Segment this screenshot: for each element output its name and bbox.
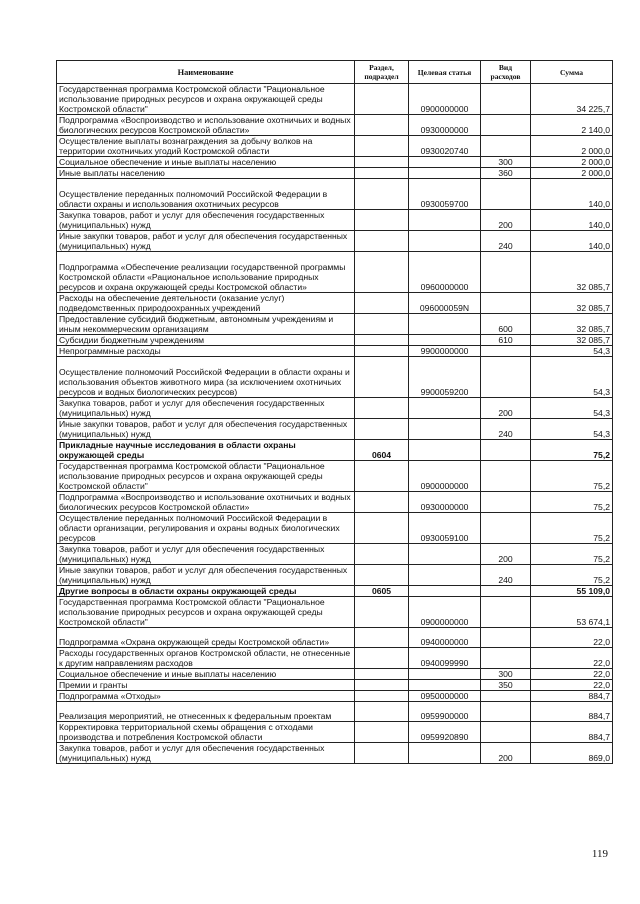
- row-section: [355, 743, 409, 764]
- table-row: [57, 231, 613, 252]
- row-section: [355, 492, 409, 513]
- row-sum: 34 225,7: [531, 84, 613, 115]
- row-sum: 869,0: [531, 743, 613, 764]
- row-section: [355, 398, 409, 419]
- row-name: Реализация мероприятий, не отнесенных к федеральным проектам: [57, 702, 355, 722]
- row-section: [355, 179, 409, 210]
- table-row: [57, 565, 613, 586]
- row-target: [409, 157, 481, 168]
- row-sum: 54,3: [531, 398, 613, 419]
- row-section: [355, 136, 409, 157]
- table-row: [57, 669, 613, 680]
- row-name: Социальное обеспечение и иные выплаты населению: [57, 157, 355, 168]
- row-name: Иные закупки товаров, работ и услуг для обеспечения государственных (муниципальных) нужд: [57, 565, 355, 586]
- row-sum: 140,0: [531, 179, 613, 210]
- table-header-row: [57, 61, 613, 84]
- row-sum: 140,0: [531, 210, 613, 231]
- table-row: [57, 136, 613, 157]
- row-sum: 884,7: [531, 702, 613, 722]
- row-vid: [481, 597, 531, 628]
- row-target: 0930020740: [409, 136, 481, 157]
- row-target: 096000059N: [409, 293, 481, 314]
- header-target: Целевая статья: [409, 61, 481, 84]
- row-sum: 22,0: [531, 648, 613, 669]
- table-row: [57, 597, 613, 628]
- row-target: [409, 168, 481, 179]
- row-section: [355, 346, 409, 357]
- row-name: Иные выплаты населению: [57, 168, 355, 179]
- row-name: Непрограммные расходы: [57, 346, 355, 357]
- row-section: [355, 513, 409, 544]
- row-name: Закупка товаров, работ и услуг для обеспечения государственных (муниципальных) нужд: [57, 544, 355, 565]
- row-target: 0900000000: [409, 597, 481, 628]
- header-vid: Вид расходов: [481, 61, 531, 84]
- row-section: [355, 597, 409, 628]
- row-target: 0930000000: [409, 492, 481, 513]
- row-sum: 2 000,0: [531, 168, 613, 179]
- row-target: 0930059700: [409, 179, 481, 210]
- header-sum: Сумма: [531, 61, 613, 84]
- row-target: 0940099990: [409, 648, 481, 669]
- row-section: [355, 252, 409, 293]
- row-vid: [481, 586, 531, 597]
- row-target: [409, 743, 481, 764]
- row-vid: [481, 691, 531, 702]
- row-name: Премии и гранты: [57, 680, 355, 691]
- row-sum: 54,3: [531, 419, 613, 440]
- row-target: 0960000000: [409, 252, 481, 293]
- row-target: 0959900000: [409, 702, 481, 722]
- row-sum: 75,2: [531, 492, 613, 513]
- table-row: [57, 314, 613, 335]
- table-row: [57, 440, 613, 461]
- table-row: [57, 419, 613, 440]
- row-vid: 350: [481, 680, 531, 691]
- row-section: [355, 680, 409, 691]
- budget-table: [56, 60, 613, 764]
- row-target: [409, 231, 481, 252]
- row-target: 9900059200: [409, 357, 481, 398]
- row-section: [355, 157, 409, 168]
- row-target: [409, 419, 481, 440]
- row-target: 0900000000: [409, 461, 481, 492]
- row-vid: [481, 722, 531, 743]
- table-row: [57, 691, 613, 702]
- row-vid: 200: [481, 544, 531, 565]
- row-sum: 54,3: [531, 346, 613, 357]
- row-sum: 32 085,7: [531, 293, 613, 314]
- row-vid: [481, 492, 531, 513]
- table-row: [57, 210, 613, 231]
- row-vid: 200: [481, 398, 531, 419]
- row-target: [409, 565, 481, 586]
- row-name: Осуществление переданных полномочий Российской Федерации в области организации, регулирования и охраны водных биологических ресурсов: [57, 513, 355, 544]
- row-sum: 22,0: [531, 680, 613, 691]
- row-name: Расходы государственных органов Костромской области, не отнесенные к другим направлениям расходов: [57, 648, 355, 669]
- row-target: [409, 544, 481, 565]
- row-section: 0604: [355, 440, 409, 461]
- row-sum: 32 085,7: [531, 314, 613, 335]
- table-row: [57, 346, 613, 357]
- table-row: [57, 461, 613, 492]
- row-vid: [481, 179, 531, 210]
- row-section: [355, 210, 409, 231]
- row-vid: [481, 440, 531, 461]
- row-target: 0950000000: [409, 691, 481, 702]
- row-section: [355, 293, 409, 314]
- row-sum: 75,2: [531, 461, 613, 492]
- row-section: [355, 722, 409, 743]
- row-vid: 300: [481, 669, 531, 680]
- row-name: Прикладные научные исследования в области охраны окружающей среды: [57, 440, 355, 461]
- row-sum: 884,7: [531, 722, 613, 743]
- row-target: 0940000000: [409, 628, 481, 648]
- row-name: Государственная программа Костромской области "Рациональное использование природных ресурсов и охрана окружающей среды Костромской области": [57, 461, 355, 492]
- row-section: [355, 628, 409, 648]
- row-target: [409, 680, 481, 691]
- row-name: Подпрограмма «Воспроизводство и использование охотничьих и водных биологических ресурсов Костромской области»: [57, 492, 355, 513]
- row-section: [355, 565, 409, 586]
- row-sum: 75,2: [531, 565, 613, 586]
- row-name: Корректировка территориальной схемы обращения с отходами производства и потребления Костромской области: [57, 722, 355, 743]
- table-row: [57, 628, 613, 648]
- row-section: [355, 231, 409, 252]
- row-name: Закупка товаров, работ и услуг для обеспечения государственных (муниципальных) нужд: [57, 398, 355, 419]
- row-name: Социальное обеспечение и иные выплаты населению: [57, 669, 355, 680]
- row-section: [355, 691, 409, 702]
- row-target: 0959920890: [409, 722, 481, 743]
- row-sum: 2 000,0: [531, 157, 613, 168]
- row-vid: 600: [481, 314, 531, 335]
- row-name: Осуществление полномочий Российской Федерации в области охраны и использования объектов животного мира (за исключением охотничьих ресурсов и водных биологических ресурсов): [57, 357, 355, 398]
- row-vid: [481, 346, 531, 357]
- row-sum: 32 085,7: [531, 252, 613, 293]
- row-section: [355, 84, 409, 115]
- row-vid: 240: [481, 231, 531, 252]
- table-row: [57, 743, 613, 764]
- row-vid: [481, 252, 531, 293]
- row-section: [355, 702, 409, 722]
- row-section: [355, 168, 409, 179]
- row-vid: 240: [481, 419, 531, 440]
- row-sum: 53 674,1: [531, 597, 613, 628]
- row-name: Закупка товаров, работ и услуг для обеспечения государственных (муниципальных) нужд: [57, 743, 355, 764]
- row-section: [355, 357, 409, 398]
- row-vid: [481, 513, 531, 544]
- table-row: [57, 702, 613, 722]
- row-vid: 300: [481, 157, 531, 168]
- table-row: [57, 586, 613, 597]
- page-number: 119: [591, 848, 608, 860]
- table-row: [57, 157, 613, 168]
- row-sum: 55 109,0: [531, 586, 613, 597]
- table-row: [57, 115, 613, 136]
- row-name: Государственная программа Костромской области "Рациональное использование природных ресурсов и охрана окружающей среды Костромской области": [57, 84, 355, 115]
- row-section: [355, 648, 409, 669]
- row-name: Осуществление переданных полномочий Российской Федерации в области охраны и использования охотничьих ресурсов: [57, 179, 355, 210]
- row-vid: 200: [481, 743, 531, 764]
- row-vid: [481, 84, 531, 115]
- table-row: [57, 722, 613, 743]
- table-row: [57, 179, 613, 210]
- row-sum: 2 000,0: [531, 136, 613, 157]
- table-row: [57, 398, 613, 419]
- row-target: 0930000000: [409, 115, 481, 136]
- table-row: [57, 357, 613, 398]
- row-sum: 2 140,0: [531, 115, 613, 136]
- row-target: [409, 210, 481, 231]
- row-name: Осуществление выплаты вознаграждения за добычу волков на территории охотничьих угодий Костромской области: [57, 136, 355, 157]
- row-sum: 54,3: [531, 357, 613, 398]
- table-row: [57, 680, 613, 691]
- table-row: [57, 293, 613, 314]
- row-section: [355, 461, 409, 492]
- row-section: [355, 419, 409, 440]
- row-vid: [481, 293, 531, 314]
- row-name: Другие вопросы в области охраны окружающей среды: [57, 586, 355, 597]
- table-row: [57, 252, 613, 293]
- row-vid: [481, 648, 531, 669]
- row-name: Подпрограмма «Воспроизводство и использование охотничьих и водных биологических ресурсов Костромской области»: [57, 115, 355, 136]
- row-sum: 75,2: [531, 513, 613, 544]
- row-target: 0900000000: [409, 84, 481, 115]
- table-row: [57, 648, 613, 669]
- row-name: Закупка товаров, работ и услуг для обеспечения государственных (муниципальных) нужд: [57, 210, 355, 231]
- table-row: [57, 335, 613, 346]
- row-target: [409, 398, 481, 419]
- header-name: Наименование: [57, 61, 355, 84]
- table-row: [57, 513, 613, 544]
- row-name: Иные закупки товаров, работ и услуг для обеспечения государственных (муниципальных) нужд: [57, 231, 355, 252]
- row-target: 0930059100: [409, 513, 481, 544]
- row-vid: [481, 461, 531, 492]
- row-section: 0605: [355, 586, 409, 597]
- row-name: Подпрограмма «Обеспечение реализации государственной программы Костромской области «Рациональное использование природных ресурсов и охрана окружающей среды Костромской области»: [57, 252, 355, 293]
- row-vid: [481, 702, 531, 722]
- row-target: [409, 586, 481, 597]
- row-name: Подпрограмма «Охрана окружающей среды Костромской области»: [57, 628, 355, 648]
- row-name: Расходы на обеспечение деятельности (оказание услуг) подведомственных природоохранных учреждений: [57, 293, 355, 314]
- row-vid: 240: [481, 565, 531, 586]
- row-name: Иные закупки товаров, работ и услуг для обеспечения государственных (муниципальных) нужд: [57, 419, 355, 440]
- table-body: [57, 84, 613, 764]
- row-section: [355, 669, 409, 680]
- row-section: [355, 544, 409, 565]
- row-name: Государственная программа Костромской области "Рациональное использование природных ресурсов и охрана окружающей среды Костромской области": [57, 597, 355, 628]
- row-sum: 75,2: [531, 544, 613, 565]
- table-row: [57, 544, 613, 565]
- table-row: [57, 84, 613, 115]
- row-target: [409, 669, 481, 680]
- header-section: Раздел, подраздел: [355, 61, 409, 84]
- row-target: [409, 314, 481, 335]
- table-row: [57, 168, 613, 179]
- row-target: [409, 335, 481, 346]
- row-vid: 200: [481, 210, 531, 231]
- row-sum: 140,0: [531, 231, 613, 252]
- row-name: Субсидии бюджетным учреждениям: [57, 335, 355, 346]
- row-sum: 22,0: [531, 628, 613, 648]
- row-name: Предоставление субсидий бюджетным, автономным учреждениям и иным некоммерческим организациям: [57, 314, 355, 335]
- row-vid: 610: [481, 335, 531, 346]
- row-sum: 22,0: [531, 669, 613, 680]
- row-sum: 75,2: [531, 440, 613, 461]
- row-vid: [481, 357, 531, 398]
- row-vid: 360: [481, 168, 531, 179]
- row-section: [355, 115, 409, 136]
- row-name: Подпрограмма «Отходы»: [57, 691, 355, 702]
- row-section: [355, 314, 409, 335]
- row-target: [409, 440, 481, 461]
- table-row: [57, 492, 613, 513]
- row-target: 9900000000: [409, 346, 481, 357]
- row-vid: [481, 628, 531, 648]
- row-sum: 884,7: [531, 691, 613, 702]
- row-sum: 32 085,7: [531, 335, 613, 346]
- row-section: [355, 335, 409, 346]
- row-vid: [481, 136, 531, 157]
- row-vid: [481, 115, 531, 136]
